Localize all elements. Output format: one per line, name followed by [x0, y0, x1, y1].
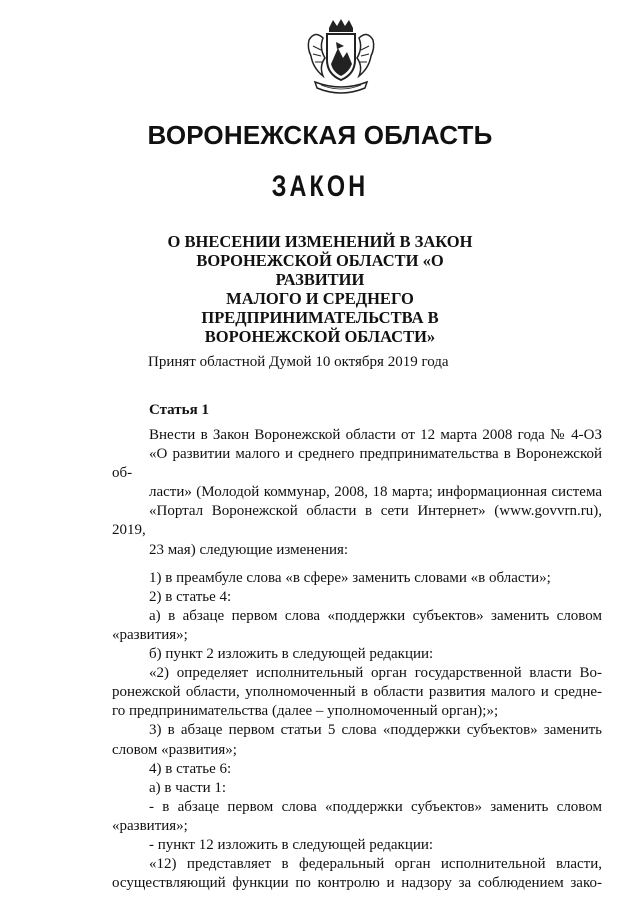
paragraph [112, 798, 602, 836]
article-heading: Статья 1 [149, 402, 209, 418]
paragraph [112, 721, 602, 759]
law-title-line: ВОРОНЕЖСКОЙ ОБЛАСТИ «О РАЗВИТИИ [196, 251, 444, 289]
law-title-line: О ВНЕСЕНИИ ИЗМЕНЕНИЙ В ЗАКОН [167, 232, 473, 251]
text-line: «развития»; [112, 817, 188, 834]
text-line: а) в части 1: [149, 779, 227, 796]
paragraph [112, 607, 602, 645]
paragraph [112, 760, 602, 779]
article-body [112, 426, 602, 893]
law-title-line: ПРЕДПРИНИМАТЕЛЬСТВА В [201, 308, 439, 327]
paragraph [112, 855, 602, 893]
text-line: «О развитии малого и среднего предпринимательства в Воронежской об- [112, 446, 602, 482]
text-line: 23 мая) следующие изменения: [149, 541, 349, 558]
text-line: - пункт 12 изложить в следующей редакции: [149, 836, 434, 853]
paragraph [112, 836, 602, 855]
text-line: 3) в абзаце первом статьи 5 слова «поддержки субъектов» заменить [149, 722, 602, 739]
paragraph [112, 426, 602, 560]
paragraph [112, 588, 602, 607]
text-line: осуществляющий функции по контролю и надзору за соблюдением зако- [112, 875, 602, 892]
text-line: 4) в статье 6: [149, 760, 232, 777]
text-line: ронежской области, уполномоченный в области развития малого и средне- [112, 684, 602, 701]
text-line: «2) определяет исполнительный орган государственной власти Во- [149, 665, 602, 682]
text-line: б) пункт 2 изложить в следующей редакции: [149, 646, 434, 663]
paragraph [112, 645, 602, 664]
paragraph [112, 664, 602, 721]
text-line: ласти» (Молодой коммунар, 2008, 18 марта; информационная система [149, 484, 602, 501]
text-line: «12) представляет в федеральный орган исполнительной власти, [149, 856, 602, 873]
text-line: «развития»; [112, 626, 188, 643]
text-line: а) в абзаце первом слова «поддержки субъектов» заменить словом [149, 607, 602, 624]
text-line: - в абзаце первом слова «поддержки субъектов» заменить словом [149, 798, 602, 815]
adoption-date: Принят областной Думой 10 октября 2019 года [148, 354, 449, 370]
voronezh-coat-of-arms-icon [305, 18, 377, 98]
text-line: Внести в Закон Воронежской области от 12 марта 2008 года № 4-ОЗ [149, 427, 602, 443]
text-line: го предпринимательства (далее – уполномоченный орган);»; [112, 703, 499, 720]
paragraph [112, 779, 602, 798]
text-line: словом «развития»; [112, 741, 237, 758]
paragraph [112, 569, 602, 588]
law-title-line: ВОРОНЕЖСКОЙ ОБЛАСТИ» [204, 327, 436, 346]
region-heading: ВОРОНЕЖСКАЯ ОБЛАСТЬ [147, 120, 493, 150]
text-line: 2) в статье 4: [149, 588, 232, 605]
text-line: 1) в преамбуле слова «в сфере» заменить словами «в области»; [149, 569, 551, 586]
text-line: «Портал Воронежской области в сети Интернет» (www.govvrn.ru), 2019, [112, 503, 602, 539]
law-title-line: МАЛОГО И СРЕДНЕГО [226, 289, 414, 308]
law-title [160, 232, 480, 346]
document-type-heading: ЗАКОН [271, 170, 369, 203]
